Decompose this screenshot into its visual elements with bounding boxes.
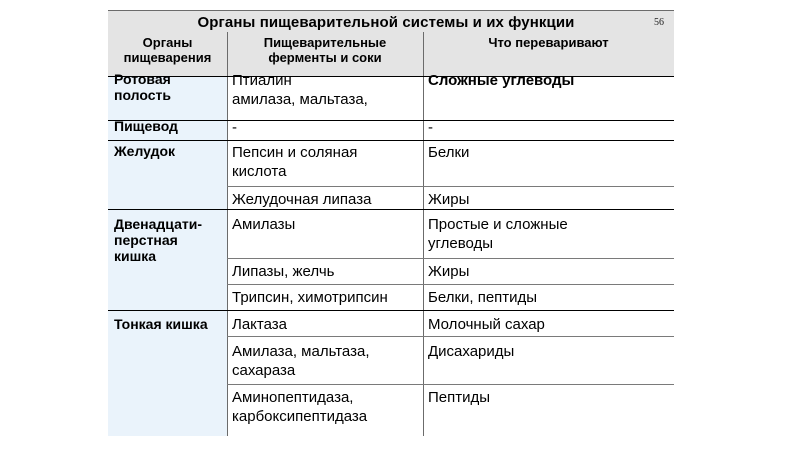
organ-esophagus: Пищевод (114, 118, 178, 134)
digest-cell: Жиры (428, 191, 470, 208)
row-divider (227, 258, 674, 259)
row-divider (108, 76, 674, 77)
enzymes-cell: Амилазы (232, 216, 296, 233)
digest-cell (428, 215, 568, 253)
row-divider (227, 186, 674, 187)
digest-cell: Белки, пептиды (428, 289, 538, 306)
enzymes-line: Пепсин и соляная (232, 144, 358, 161)
header-organs (108, 35, 227, 65)
header-enzymes-line: Пищеварительные (263, 35, 387, 50)
enzymes-cell: Трипсин, химотрипсин (232, 289, 388, 306)
digest-cell: Дисахариды (428, 343, 515, 360)
enzymes-line: Птиалин (232, 72, 292, 89)
enzymes-line: сахараза (232, 362, 296, 379)
organ-duodenum-line: кишка (114, 248, 157, 264)
row-divider (108, 140, 674, 141)
organ-small-intestine: Тонкая кишка (114, 316, 208, 332)
digest-cell: Пептиды (428, 389, 491, 406)
enzymes-line: кислота (232, 163, 287, 180)
digest-line: Простые и сложные (428, 216, 568, 233)
digest-cell: Белки (428, 144, 470, 161)
row-divider (108, 310, 674, 311)
enzymes-cell (232, 71, 368, 109)
organ-mouth-line: полость (114, 87, 171, 103)
header-digest (423, 35, 674, 50)
organ-duodenum (114, 216, 202, 264)
digest-line: углеводы (428, 235, 494, 252)
digestive-system-table (108, 10, 674, 436)
header-digest-line: Что переваривают (488, 35, 609, 50)
enzymes-cell (232, 143, 357, 181)
enzymes-cell: Лактаза (232, 316, 288, 333)
digest-cell: Молочный сахар (428, 316, 545, 333)
row-divider (227, 336, 674, 337)
enzymes-line: карбоксипептидаза (232, 408, 368, 425)
row-divider (108, 209, 674, 210)
header-enzymes-line: ферменты и соки (268, 50, 382, 65)
header-enzymes (227, 35, 423, 65)
table-title-bar (108, 10, 674, 34)
enzymes-cell: Липазы, желчь (232, 263, 335, 280)
enzymes-cell (232, 342, 370, 380)
enzymes-cell (232, 388, 367, 426)
enzymes-cell: - (232, 119, 237, 136)
column-divider (423, 32, 424, 436)
organ-mouth-line: Ротовая (114, 71, 171, 87)
table-title: Органы пищеварительной системы и их функции (197, 14, 575, 31)
row-divider (108, 120, 674, 121)
enzymes-cell: Желудочная липаза (232, 191, 372, 208)
header-organs-line: пищеварения (123, 50, 212, 65)
digest-cell: - (428, 119, 433, 136)
header-organs-line: Органы (142, 35, 193, 50)
row-divider (227, 384, 674, 385)
enzymes-line: Аминопептидаза, (232, 389, 354, 406)
digest-cell: Сложные углеводы (428, 72, 575, 89)
digest-cell: Жиры (428, 263, 470, 280)
enzymes-line: Амилаза, мальтаза, (232, 343, 370, 360)
page-number: 56 (654, 17, 664, 28)
organ-stomach: Желудок (114, 143, 176, 159)
column-divider (227, 32, 228, 436)
organ-duodenum-line: перстная (114, 232, 178, 248)
enzymes-line: амилаза, мальтаза, (232, 91, 368, 108)
row-divider (227, 284, 674, 285)
organ-mouth (114, 71, 171, 103)
organ-duodenum-line: Двенадцати- (114, 216, 202, 232)
